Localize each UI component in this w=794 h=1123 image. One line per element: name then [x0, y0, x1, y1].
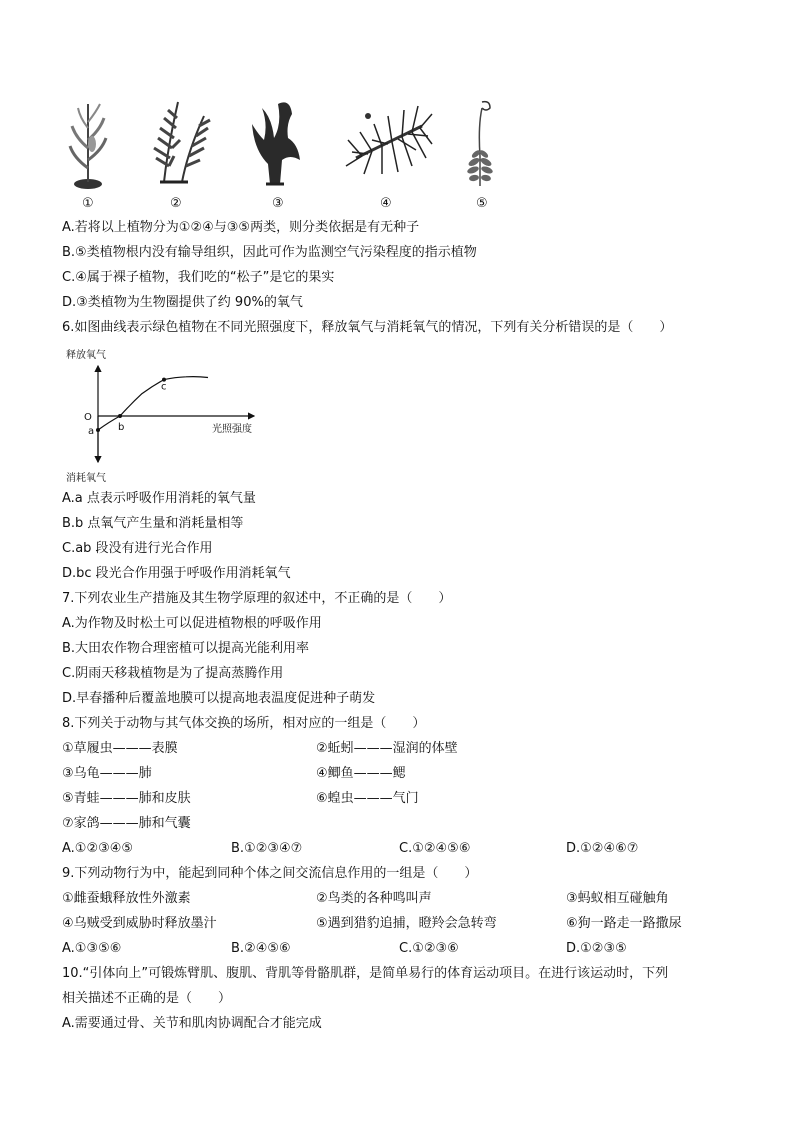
q9-option-b: B.②④⑤⑥ [231, 941, 291, 956]
q8-stem: 8.下列关于动物与其气体交换的场所，相对应的一组是（ ） [62, 716, 426, 731]
fern-icon [144, 96, 214, 186]
q9-stem: 9.下列动物行为中，能起到同种个体之间交流信息作用的一组是（ ） [62, 866, 478, 881]
q6-option-b: B.b 点氧气产生量和消耗量相等 [62, 516, 244, 531]
q9-option-a: A.①③⑤⑥ [62, 941, 122, 956]
q8-item-7: ⑦家鸽———肺和气囊 [62, 816, 191, 831]
q6-option-a: A.a 点表示呼吸作用消耗的氧气量 [62, 491, 256, 506]
q5-option-c: C.④属于裸子植物，我们吃的“松子”是它的果实 [62, 270, 335, 285]
chart-point-a [96, 428, 100, 432]
moss-icon [464, 96, 496, 188]
chart-ylabel-top: 释放氧气 [66, 350, 106, 361]
q7-stem: 7.下列农业生产措施及其生物学原理的叙述中，不正确的是（ ） [62, 591, 452, 606]
q9-item-2: ②鸟类的各种鸣叫声 [316, 891, 432, 906]
plant-label-1: ① [82, 196, 94, 211]
oxygen-light-chart [62, 344, 272, 484]
q8-option-a: A.①②③④⑤ [62, 841, 134, 856]
q8-item-1: ①草履虫———表膜 [62, 741, 178, 756]
q5-option-d: D.③类植物为生物圈提供了约 90%的氧气 [62, 295, 303, 310]
q6-option-c: C.ab 段没有进行光合作用 [62, 541, 213, 556]
q7-option-a: A.为作物及时松土可以促进植物根的呼吸作用 [62, 616, 322, 631]
q9-item-3: ③蚂蚁相互碰触角 [566, 891, 669, 906]
q7-option-c: C.阴雨天移栽植物是为了提高蒸腾作用 [62, 666, 284, 681]
q5-option-a: A.若将以上植物分为①②④与③⑤两类，则分类依据是有无种子 [62, 220, 420, 235]
q6-stem: 6.如图曲线表示绿色植物在不同光照强度下，释放氧气与消耗氧气的情况，下列有关分析错误的是（ ） [62, 320, 673, 335]
seaweed-icon [248, 94, 304, 188]
chart-point-label-a: a [88, 426, 95, 437]
chart-point-b [118, 414, 122, 418]
chart-xlabel: 光照强度 [212, 424, 252, 435]
q8-option-d: D.①②④⑥⑦ [566, 841, 639, 856]
q9-item-6: ⑥狗一路走一路撒尿 [566, 916, 682, 931]
corn-plant-icon [66, 98, 110, 190]
q8-option-c: C.①②④⑤⑥ [399, 841, 471, 856]
q9-item-1: ①雌蚕蛾释放性外激素 [62, 891, 191, 906]
q8-option-b: B.①②③④⑦ [231, 841, 303, 856]
plant-label-4: ④ [380, 196, 392, 211]
q7-option-d: D.早春播种后覆盖地膜可以提高地表温度促进种子萌发 [62, 691, 376, 706]
q8-item-5: ⑤青蛙———肺和皮肤 [62, 791, 191, 806]
chart-point-label-c: c [161, 381, 167, 393]
plant-label-5: ⑤ [476, 196, 488, 211]
q10-stem-line-2: 相关描述不正确的是（ ） [62, 991, 232, 1006]
q9-item-5: ⑤遇到猎豹追捕，瞪羚会急转弯 [316, 916, 497, 931]
q5-option-b: B.⑤类植物根内没有输导组织，因此可作为监测空气污染程度的指示植物 [62, 245, 477, 260]
q10-option-a: A.需要通过骨、关节和肌肉协调配合才能完成 [62, 1016, 322, 1031]
chart-series-line [98, 377, 208, 430]
q10-stem-line-1: 10.“引体向上”可锻炼臂肌、腹肌、背肌等骨骼肌群，是简单易行的体育运动项目。在进行该运动时，下列 [62, 966, 669, 981]
q9-item-4: ④乌贼受到威胁时释放墨汁 [62, 916, 217, 931]
q8-item-6: ⑥蝗虫———气门 [316, 791, 419, 806]
q9-option-c: C.①②③⑥ [399, 941, 459, 956]
q9-option-d: D.①②③⑤ [566, 941, 627, 956]
q7-option-b: B.大田农作物合理密植可以提高光能利用率 [62, 641, 310, 656]
chart-ylabel-bottom: 消耗氧气 [66, 473, 106, 484]
chart-point-label-b: b [118, 422, 125, 433]
q6-option-d: D.bc 段光合作用强于呼吸作用消耗氧气 [62, 566, 291, 581]
q8-item-2: ②蚯蚓———湿润的体壁 [316, 741, 458, 756]
pine-branch-icon [342, 96, 434, 182]
q8-item-4: ④鲫鱼———鳃 [316, 766, 406, 781]
plant-label-3: ③ [272, 196, 284, 211]
plant-label-2: ② [170, 196, 182, 211]
q8-item-3: ③乌龟———肺 [62, 766, 152, 781]
chart-origin-label: O [84, 412, 92, 423]
